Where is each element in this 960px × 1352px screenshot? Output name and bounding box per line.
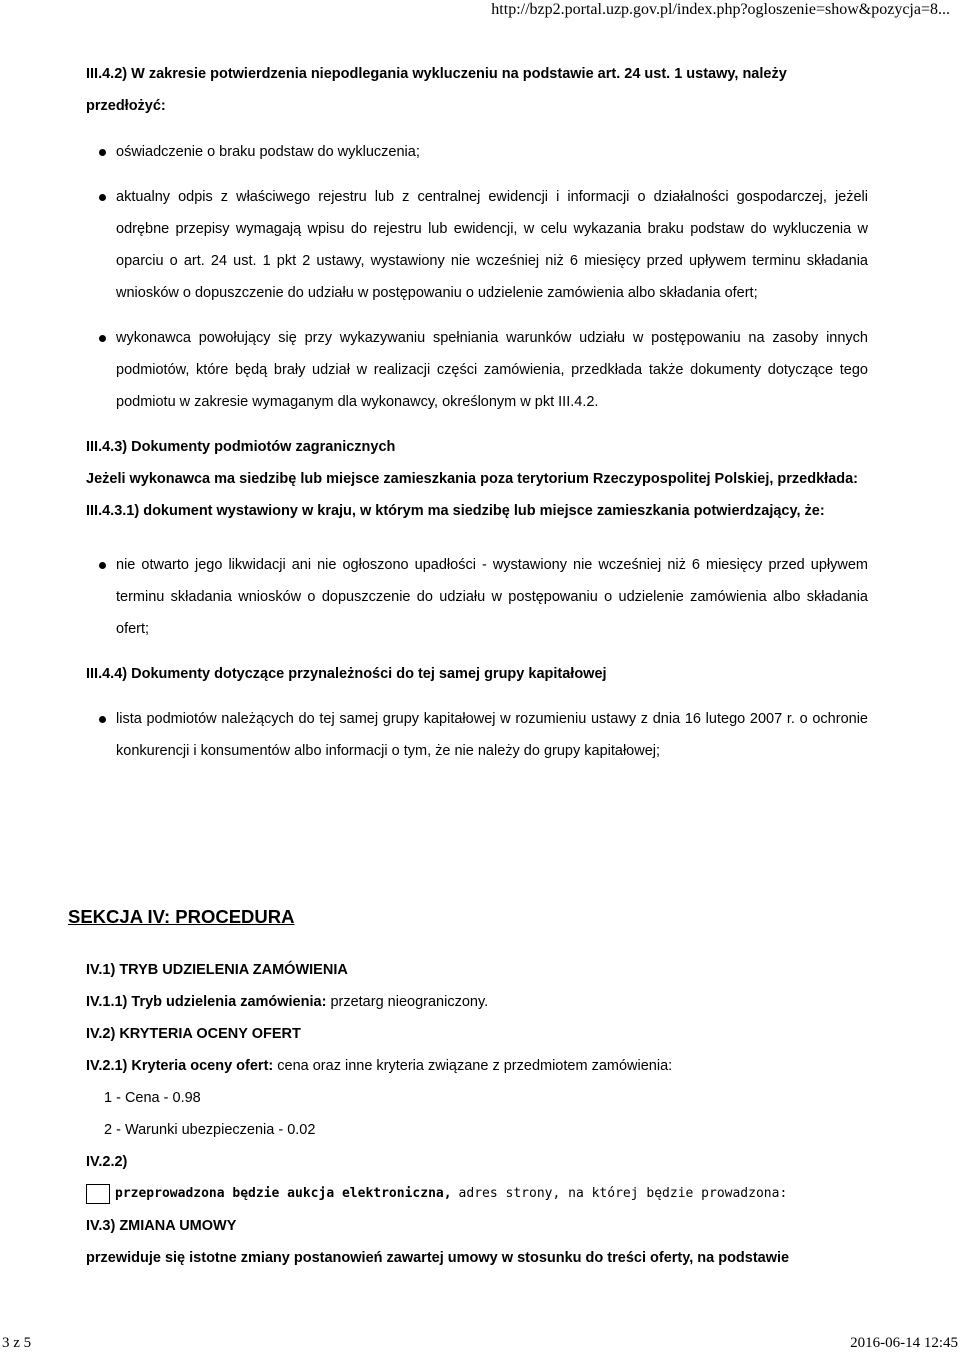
heading-iv-1: IV.1) TRYB UDZIELENIA ZAMÓWIENIA bbox=[86, 962, 348, 978]
page-url: http://bzp2.portal.uzp.gov.pl/index.php?ogloszenie=show&pozycja=8... bbox=[491, 1, 950, 18]
auction-checkbox[interactable] bbox=[86, 1184, 110, 1204]
section-iv-title: SEKCJA IV: PROCEDURA bbox=[68, 906, 295, 927]
criterion-item: 2 - Warunki ubezpieczenia - 0.02 bbox=[104, 1122, 316, 1138]
section-iii-4 bbox=[86, 58, 868, 767]
list-item: lista podmiotów należących do tej samej grupy kapitałowej w rozumieniu ustawy z dnia 16 lutego 2007 r. o ochronie konkurencji i konsumentów albo informacji o tym, że nie należy do grupy kapitałowej; bbox=[86, 703, 868, 767]
auction-text: adres strony, na której będzie prowadzona: bbox=[458, 1186, 788, 1201]
heading-iii-4-2: III.4.2) W zakresie potwierdzenia niepodlegania wykluczeniu na podstawie art. 24 ust. 1 ustawy, należy przedłożyć: bbox=[86, 66, 787, 114]
label-iv-1-1: IV.1.1) Tryb udzielenia zamówienia: bbox=[86, 994, 327, 1010]
heading-iv-2: IV.2) KRYTERIA OCENY OFERT bbox=[86, 1026, 301, 1042]
auction-row bbox=[86, 1178, 886, 1210]
list-item: oświadczenie o braku podstaw do wykluczenia; bbox=[86, 136, 868, 168]
list-item: nie otwarto jego likwidacji ani nie ogłoszono upadłości - wystawiony nie wcześniej niż 6 miesięcy przed upływem terminu składania wniosków o dopuszczenie do udziału w postępowaniu o udzielenie zamówienia albo składania ofert; bbox=[86, 549, 868, 645]
heading-iii-4-4: III.4.4) Dokumenty dotyczące przynależności do tej samej grupy kapitałowej bbox=[86, 666, 607, 682]
list-item: aktualny odpis z właściwego rejestru lub z centralnej ewidencji i informacji o działalności gospodarczej, jeżeli odrębne przepisy wymagają wpisu do rejestru lub ewidencji, w celu wykazania braku podstaw do wykluczenia w oparciu o art. 24 ust. 1 pkt 2 ustawy, wystawiony nie wcześniej niż 6 miesięcy przed upływem terminu składania wniosków o dopuszczenie do udziału w postępowaniu o udzielenie zamówienia albo składania ofert; bbox=[86, 181, 868, 309]
value-iv-2-1: cena oraz inne kryteria związane z przedmiotem zamówienia: bbox=[277, 1058, 673, 1074]
list-iii-4-3-1 bbox=[86, 549, 868, 645]
list-iii-4-2 bbox=[86, 136, 868, 418]
list-iii-4-4 bbox=[86, 703, 868, 767]
auction-label: przeprowadzona będzie aukcja elektroniczna, bbox=[115, 1186, 452, 1201]
row-iv-1-1 bbox=[86, 986, 886, 1018]
heading-iii-4-3: III.4.3) Dokumenty podmiotów zagranicznych bbox=[86, 439, 396, 455]
foreign-intro: Jeżeli wykonawca ma siedzibę lub miejsce zamieszkania poza terytorium Rzeczypospolitej Polskiej, przedkłada: bbox=[86, 471, 859, 487]
row-iv-2-1 bbox=[86, 1050, 886, 1082]
print-datetime: 2016-06-14 12:45 bbox=[850, 1335, 958, 1351]
criterion-item: 1 - Cena - 0.98 bbox=[104, 1090, 201, 1106]
heading-iii-4-3-1: III.4.3.1) dokument wystawiony w kraju, w którym ma siedzibę lub miejsce zamieszkania potwierdzający, że: bbox=[86, 503, 825, 519]
heading-iv-3: IV.3) ZMIANA UMOWY bbox=[86, 1218, 237, 1234]
value-iv-1-1: przetarg nieograniczony. bbox=[330, 994, 489, 1010]
page-number: 3 z 5 bbox=[2, 1335, 32, 1351]
label-iv-2-2: IV.2.2) bbox=[86, 1154, 128, 1170]
list-item: wykonawca powołujący się przy wykazywaniu spełniania warunków udziału w postępowaniu na zasoby innych podmiotów, które będą brały udział w realizacji części zamówienia, przedkłada także dokumenty dotyczące tego podmiotu w zakresie wymaganym dla wykonawcy, określonym w pkt III.4.2. bbox=[86, 322, 868, 418]
label-iv-2-1: IV.2.1) Kryteria oceny ofert: bbox=[86, 1058, 274, 1074]
section-iv-body bbox=[86, 954, 886, 1274]
iv-3-text: przewiduje się istotne zmiany postanowień zawartej umowy w stosunku do treści oferty, na podstawie bbox=[86, 1250, 790, 1266]
